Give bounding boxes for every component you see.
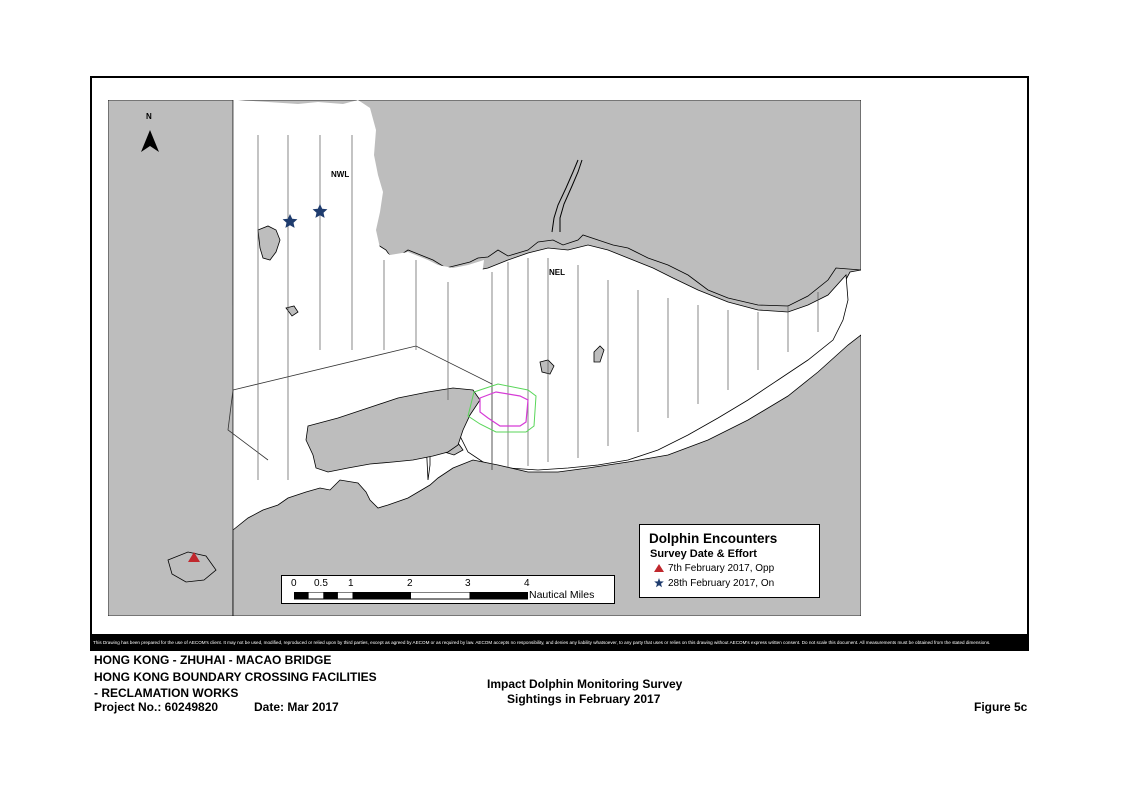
legend-entry-on <box>654 578 774 589</box>
legend-entry-label: 7th February 2017, Opp <box>668 563 775 574</box>
title-line-1: HONG KONG - ZHUHAI - MACAO BRIDGE <box>94 653 332 667</box>
area-label-nwl: NWL <box>331 170 350 179</box>
legend <box>639 524 820 598</box>
scale-tick-2: 2 <box>407 578 413 589</box>
legend-subtitle: Survey Date & Effort <box>650 548 757 560</box>
title-line-3: - RECLAMATION WORKS <box>94 686 239 700</box>
figure-number: Figure 5c <box>974 700 1028 714</box>
survey-title: Impact Dolphin Monitoring Survey <box>487 677 683 691</box>
scale-bar-graphic <box>294 592 528 600</box>
scale-unit-label: Nautical Miles <box>529 589 595 601</box>
scale-tick-0: 0 <box>291 578 297 589</box>
scale-tick-4: 4 <box>524 578 530 589</box>
north-label: N <box>146 112 152 121</box>
area-label-nel: NEL <box>549 268 565 277</box>
survey-subtitle: Sightings in February 2017 <box>507 692 661 706</box>
scale-tick-1: 1 <box>348 578 354 589</box>
triangle-icon <box>654 563 664 573</box>
legend-entry-label: 28th February 2017, On <box>668 578 775 589</box>
legend-entry-opp <box>654 563 774 574</box>
star-icon <box>654 578 664 588</box>
land-west <box>108 100 233 616</box>
drawing-date: Date: Mar 2017 <box>254 700 339 714</box>
disclaimer-bar: This Drawing has been prepared for the use of AECOM's client. It may not be used, modified, reproduced or relied upon by third parties, except as agreed by AECOM or as required by law. AECOM accepts no responsibility, and denies any liability whatsoever, to any party that uses or relies on this drawing without AECOM's express written consent. Do not scale this document. All measurements must be obtained from the stated dimensions. <box>90 634 1029 651</box>
project-number: Project No.: 60249820 <box>94 700 219 714</box>
title-line-2: HONG KONG BOUNDARY CROSSING FACILITIES <box>94 670 377 684</box>
scale-tick-3: 3 <box>465 578 471 589</box>
scale-bar <box>281 575 615 604</box>
scale-tick-0-5: 0.5 <box>314 578 328 589</box>
legend-title: Dolphin Encounters <box>649 531 778 546</box>
